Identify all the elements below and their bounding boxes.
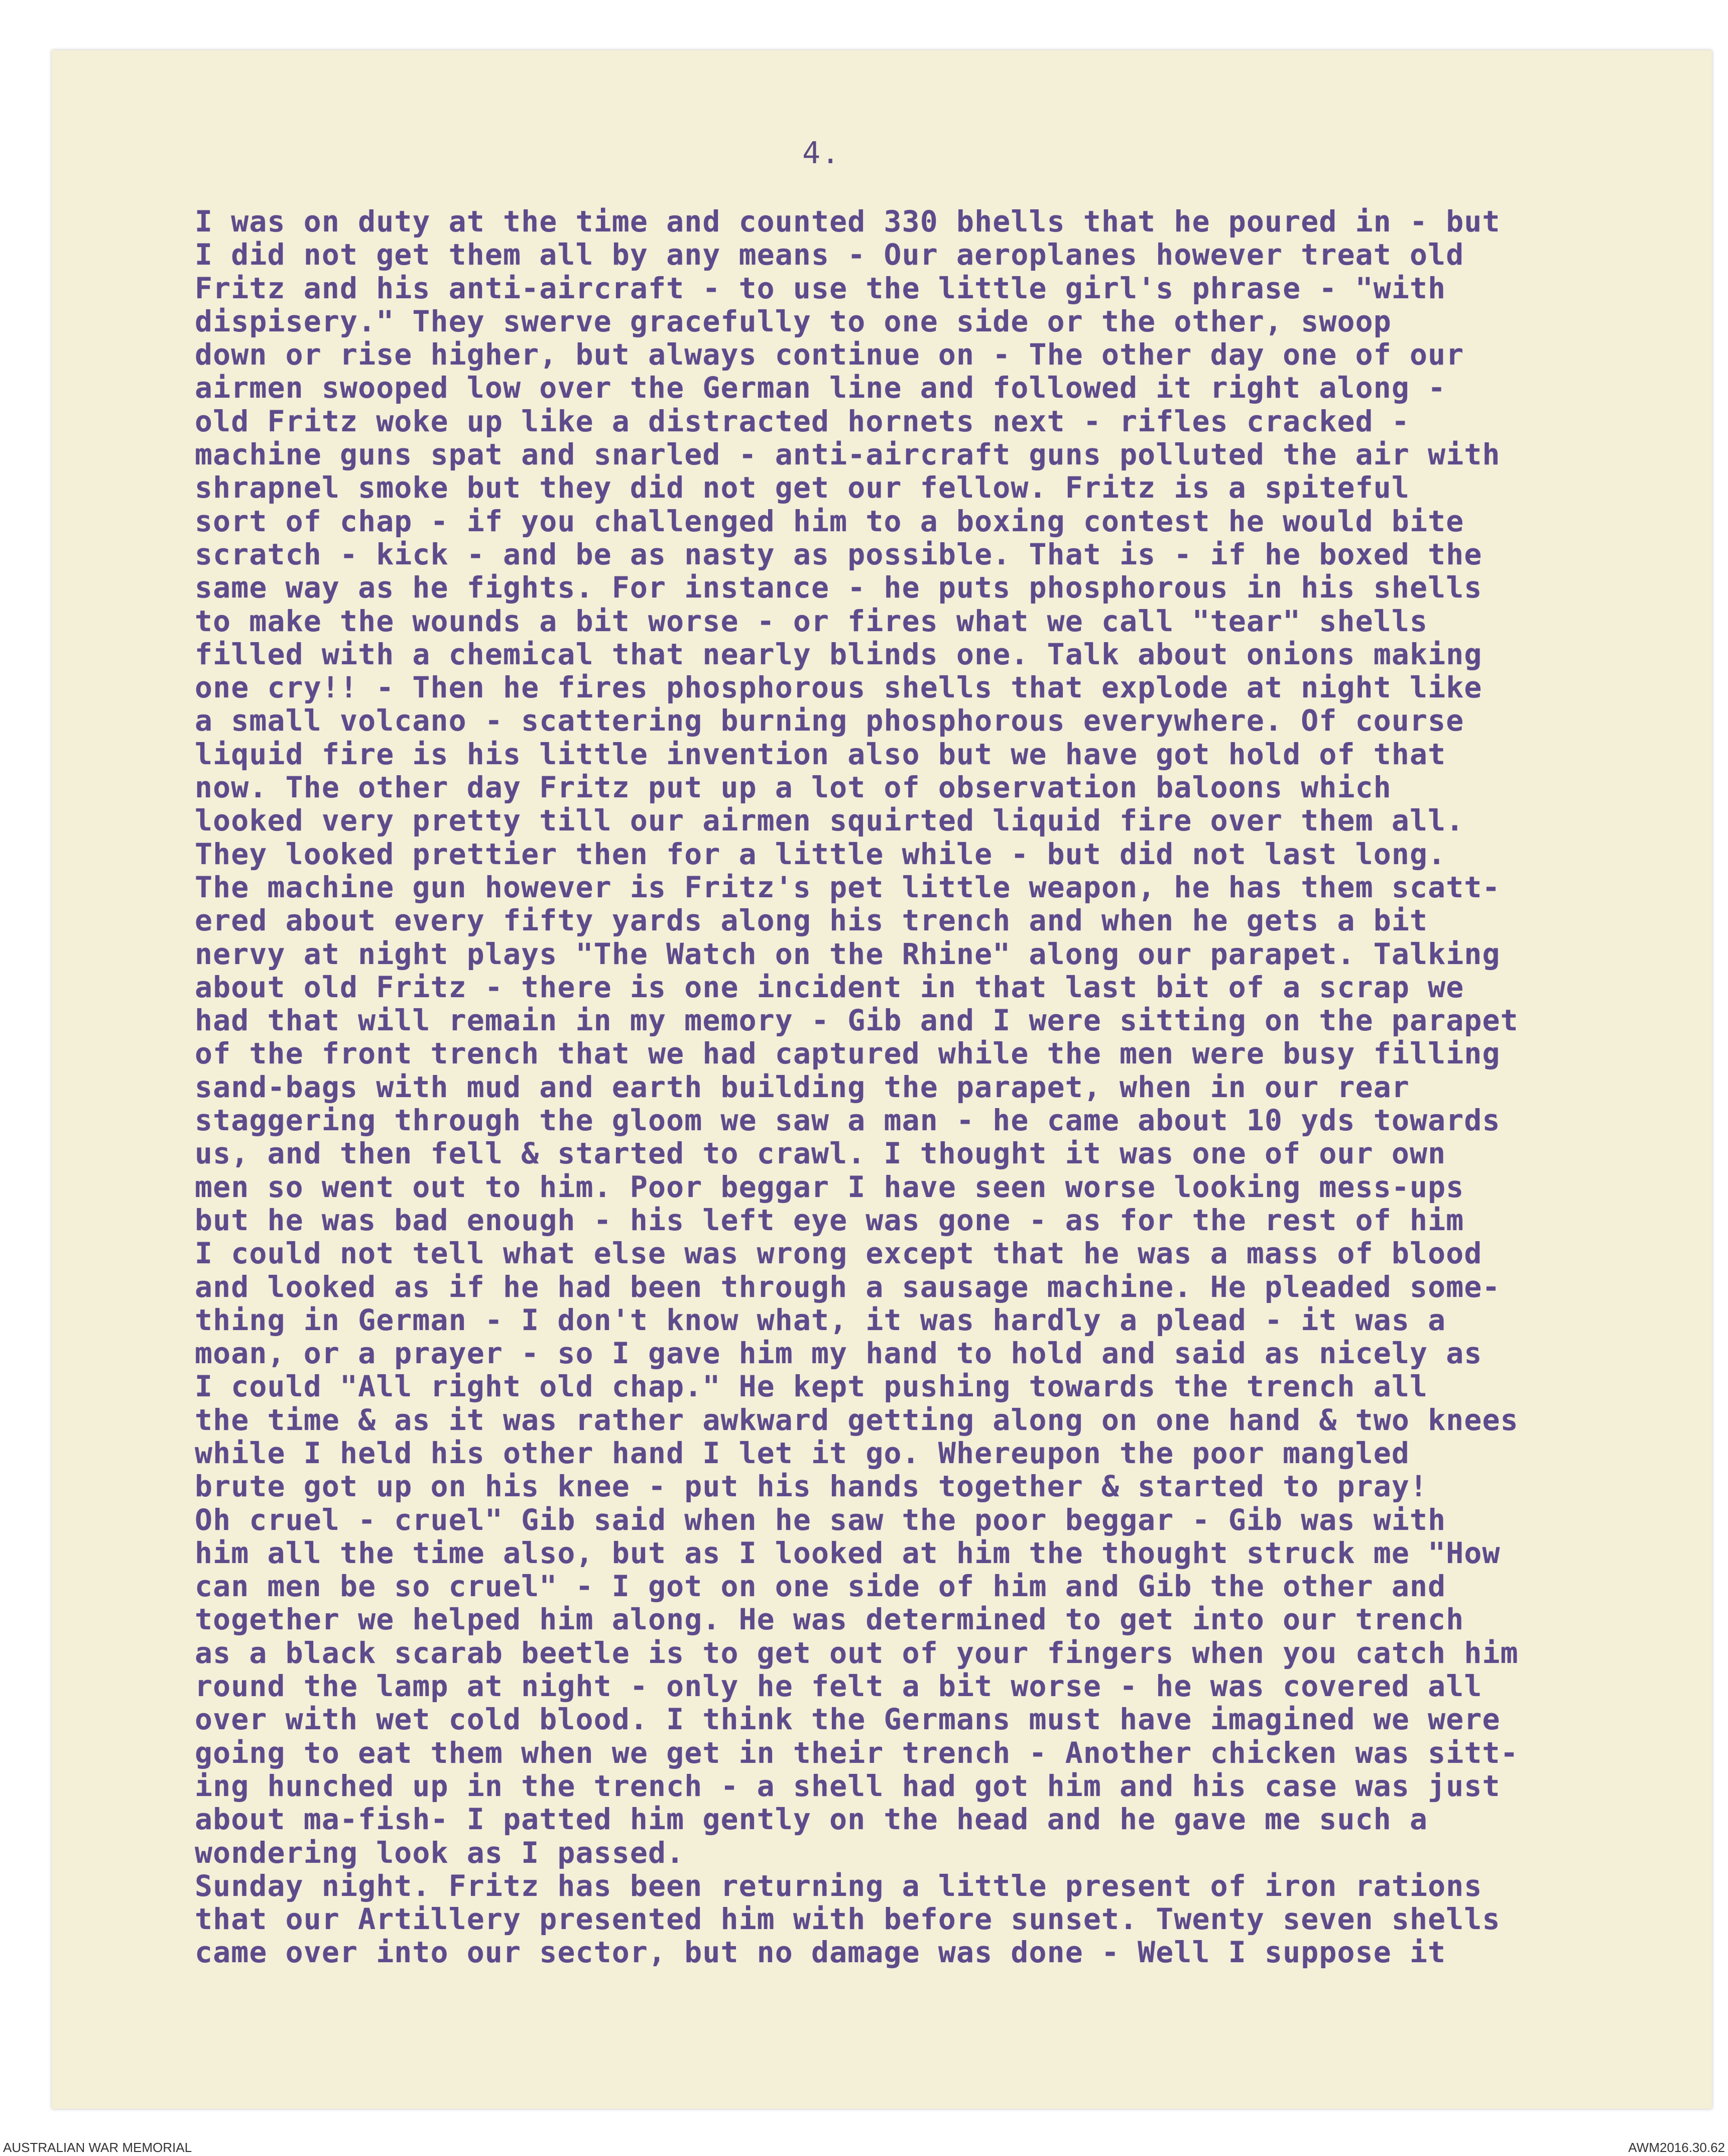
text-line: round the lamp at night - only he felt a bit worse - he was covered all bbox=[195, 1669, 1483, 1704]
text-line: airmen swooped low over the German line and followed it right along - bbox=[195, 371, 1446, 405]
text-line: came over into our sector, but no damage was done - Well I suppose it bbox=[195, 1935, 1446, 1970]
page-number: 4. bbox=[802, 136, 841, 171]
text-line: sort of chap - if you challenged him to a boxing contest he would bite bbox=[195, 504, 1464, 538]
text-line: and looked as if he had been through a sausage machine. He pleaded some- bbox=[195, 1269, 1501, 1304]
text-line: machine guns spat and snarled - anti-aircraft guns polluted the air with bbox=[195, 437, 1501, 472]
text-line: while I held his other hand I let it go. Whereupon the poor mangled bbox=[195, 1435, 1410, 1470]
text-line: that our Artillery presented him with before sunset. Twenty seven shells bbox=[195, 1902, 1501, 1937]
text-line: a small volcano - scattering burning phosphorous everywhere. Of course bbox=[195, 703, 1464, 738]
text-line: I was on duty at the time and counted 330 bhells that he poured in - but bbox=[195, 204, 1501, 238]
text-line: same way as he fights. For instance - he puts phosphorous in his shells bbox=[195, 570, 1483, 605]
text-line: filled with a chemical that nearly blinds one. Talk about onions making bbox=[195, 637, 1483, 671]
text-line: the time & as it was rather awkward getting along on one hand & two knees bbox=[195, 1402, 1519, 1437]
text-line: can men be so cruel" - I got on one side of him and Gib the other and bbox=[195, 1569, 1446, 1604]
text-line: shrapnel smoke but they did not get our fellow. Fritz is a spiteful bbox=[195, 470, 1410, 505]
archive-credit: AUSTRALIAN WAR MEMORIAL bbox=[3, 2140, 192, 2155]
text-line: now. The other day Fritz put up a lot of observation baloons which bbox=[195, 770, 1392, 805]
text-line: staggering through the gloom we saw a man - he came about 10 yds towards bbox=[195, 1103, 1501, 1138]
text-line: moan, or a prayer - so I gave him my hand to hold and said as nicely as bbox=[195, 1336, 1483, 1371]
text-line: Oh cruel - cruel" Gib said when he saw the poor beggar - Gib was with bbox=[195, 1502, 1446, 1537]
text-line: They looked prettier then for a little while - but did not last long. bbox=[195, 836, 1446, 871]
text-line: looked very pretty till our airmen squirted liquid fire over them all. bbox=[195, 803, 1464, 838]
text-line: liquid fire is his little invention also but we have got hold of that bbox=[195, 737, 1446, 771]
text-line: to make the wounds a bit worse - or fires what we call "tear" shells bbox=[195, 604, 1428, 638]
text-line: ing hunched up in the trench - a shell had got him and his case was just bbox=[195, 1768, 1501, 1803]
text-line: as a black scarab beetle is to get out of your fingers when you catch him bbox=[195, 1635, 1519, 1670]
text-line: had that will remain in my memory - Gib and I were sitting on the parapet bbox=[195, 1003, 1519, 1038]
text-line: over with wet cold blood. I think the Germans must have imagined we were bbox=[195, 1702, 1501, 1737]
text-line: but he was bad enough - his left eye was gone - as for the rest of him bbox=[195, 1203, 1464, 1237]
document-page bbox=[52, 50, 1712, 2109]
text-line: one cry!! - Then he fires phosphorous shells that explode at night like bbox=[195, 670, 1483, 705]
text-line: him all the time also, but as I looked at him the thought struck me "How bbox=[195, 1535, 1501, 1570]
text-line: brute got up on his knee - put his hands together & started to pray! bbox=[195, 1469, 1428, 1504]
typed-letter-body bbox=[195, 205, 1701, 1969]
text-line: Fritz and his anti-aircraft - to use the little girl's phrase - "with bbox=[195, 271, 1446, 305]
text-line: thing in German - I don't know what, it was hardly a plead - it was a bbox=[195, 1302, 1446, 1337]
text-line: of the front trench that we had captured while the men were busy filling bbox=[195, 1036, 1501, 1071]
text-line: together we helped him along. He was determined to get into our trench bbox=[195, 1602, 1464, 1637]
text-line: about old Fritz - there is one incident in that last bit of a scrap we bbox=[195, 970, 1464, 1004]
text-line: about ma-fish- I patted him gently on the head and he gave me such a bbox=[195, 1802, 1428, 1837]
text-line: The machine gun however is Fritz's pet little weapon, he has them scatt- bbox=[195, 870, 1501, 904]
text-line: wondering look as I passed. bbox=[195, 1835, 685, 1870]
text-line: dispisery." They swerve gracefully to one side or the other, swoop bbox=[195, 304, 1392, 338]
archive-reference: AWM2016.30.62 bbox=[1628, 2140, 1725, 2155]
text-line: scratch - kick - and be as nasty as possible. That is - if he boxed the bbox=[195, 537, 1483, 571]
text-line: I could not tell what else was wrong except that he was a mass of blood bbox=[195, 1236, 1483, 1271]
text-line: nervy at night plays "The Watch on the Rhine" along our parapet. Talking bbox=[195, 936, 1501, 971]
text-line: going to eat them when we get in their trench - Another chicken was sitt- bbox=[195, 1735, 1519, 1770]
text-line: ered about every fifty yards along his trench and when he gets a bit bbox=[195, 903, 1428, 938]
text-line: old Fritz woke up like a distracted hornets next - rifles cracked - bbox=[195, 404, 1410, 438]
text-line: I did not get them all by any means - Our aeroplanes however treat old bbox=[195, 237, 1464, 272]
text-line: men so went out to him. Poor beggar I have seen worse looking mess-ups bbox=[195, 1169, 1464, 1204]
text-line: down or rise higher, but always continue on - The other day one of our bbox=[195, 337, 1464, 372]
text-line: Sunday night. Fritz has been returning a little present of iron rations bbox=[195, 1868, 1483, 1903]
text-line: sand-bags with mud and earth building the parapet, when in our rear bbox=[195, 1069, 1410, 1104]
text-line: I could "All right old chap." He kept pushing towards the trench all bbox=[195, 1369, 1428, 1404]
text-line: us, and then fell & started to crawl. I thought it was one of our own bbox=[195, 1136, 1446, 1171]
